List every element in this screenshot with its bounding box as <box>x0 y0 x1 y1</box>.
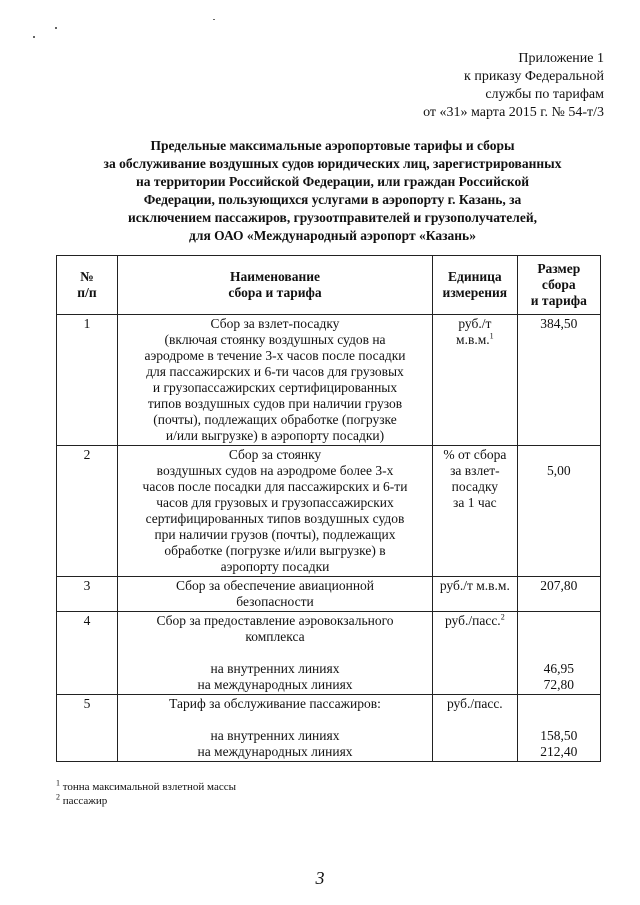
name-line: часов для грузовых и грузопассажирских <box>156 495 394 510</box>
row-unit <box>433 695 517 762</box>
footnote-mark: 2 <box>56 792 60 802</box>
table-row <box>57 695 601 762</box>
name-line: сертифицированных типов воздушных судов <box>145 511 405 526</box>
value-text: 158,50 <box>540 728 578 743</box>
row-value <box>517 612 600 695</box>
spacer <box>521 447 597 463</box>
unit-text: за взлет- <box>450 463 500 478</box>
table-row <box>57 446 601 577</box>
footnote <box>56 780 236 794</box>
row-value <box>517 577 600 612</box>
table-row <box>57 612 601 695</box>
appendix-line: службы по тарифам <box>485 87 604 102</box>
name-line: при наличии грузов (почты), подлежащих <box>154 527 396 542</box>
name-line: воздушных судов на аэродроме более 3-х <box>156 463 394 478</box>
footnote-mark: 2 <box>500 612 505 622</box>
name-line: Сбор за взлет-посадку <box>210 316 340 331</box>
name-line: на международных линиях <box>197 744 353 759</box>
name-line: и/или выгрузке) в аэропорту посадки) <box>165 428 385 443</box>
row-unit <box>433 446 517 577</box>
name-line: Тариф за обслуживание пассажиров: <box>169 696 381 711</box>
header-text: п/п <box>77 285 97 300</box>
header-text: Размер <box>537 261 581 276</box>
footnote-text: тонна максимальной взлетной массы <box>62 781 236 793</box>
header-text: Наименование <box>230 269 320 284</box>
row-number: 5 <box>57 695 118 762</box>
name-line: (почты), подлежащих обработке (погрузке <box>153 412 397 427</box>
unit-text: за 1 час <box>453 495 497 510</box>
row-number: 2 <box>57 446 118 577</box>
header-text: измерения <box>442 285 508 300</box>
name-line: на внутренних линиях <box>210 728 340 743</box>
name-line: часов после посадки для пассажирских и 6-ти <box>142 479 408 494</box>
name-line: обработке (погрузке и/или выгрузке) в <box>164 543 386 558</box>
row-name <box>117 612 432 695</box>
name-line: безопасности <box>236 594 314 609</box>
spacer <box>521 712 597 728</box>
footnote-mark: 1 <box>489 331 494 341</box>
appendix-line: от «31» марта 2015 г. № 54-т/3 <box>423 105 604 120</box>
row-value <box>517 695 600 762</box>
name-line: Сбор за стоянку <box>228 447 322 462</box>
page-number: 3 <box>315 868 325 888</box>
spacer <box>521 613 597 629</box>
name-line: аэродроме в течение 3-х часов после посадки <box>144 348 406 363</box>
name-line: комплекса <box>245 629 305 644</box>
value-text: 207,80 <box>540 578 578 593</box>
spacer <box>521 645 597 661</box>
row-name <box>117 577 432 612</box>
name-line: типов воздушных судов при наличии грузов <box>147 396 403 411</box>
unit-text <box>436 613 513 629</box>
name-line: для пассажирских и 6-ти часов для грузовых <box>146 364 404 379</box>
value-text: 212,40 <box>540 744 578 759</box>
unit-text: посадку <box>451 479 499 494</box>
table-header-row <box>57 256 601 315</box>
footnote-mark: 1 <box>56 778 60 788</box>
row-number: 1 <box>57 315 118 446</box>
spacer <box>121 645 429 661</box>
scan-speck <box>33 36 35 38</box>
spacer <box>521 629 597 645</box>
unit-text: руб./т <box>458 316 492 331</box>
appendix-line: к приказу Федеральной <box>464 69 604 84</box>
row-unit <box>433 577 517 612</box>
header-size <box>517 256 600 315</box>
scan-speck <box>213 19 215 20</box>
header-num <box>57 256 118 315</box>
header-text: и тарифа <box>530 293 587 308</box>
row-number: 4 <box>57 612 118 695</box>
appendix-line: Приложение 1 <box>518 51 604 66</box>
row-name <box>117 315 432 446</box>
row-name <box>117 695 432 762</box>
row-unit <box>433 315 517 446</box>
name-line: и грузопассажирских сертифицированных <box>152 380 398 395</box>
header-text: сбора <box>541 277 576 292</box>
value-text: 46,95 <box>543 661 574 676</box>
name-line: (включая стоянку воздушных судов на <box>164 332 386 347</box>
unit-text: руб./пасс. <box>446 696 503 711</box>
row-value <box>517 315 600 446</box>
value-text: 384,50 <box>540 316 578 331</box>
row-name <box>117 446 432 577</box>
title-line: на территории Российской Федерации, или граждан Российской <box>136 174 529 189</box>
title-line: за обслуживание воздушных судов юридических лиц, зарегистрированных <box>103 156 562 171</box>
scan-speck <box>55 27 57 29</box>
value-text: 5,00 <box>546 463 571 478</box>
unit-text: руб./т м.в.м. <box>439 578 510 593</box>
row-number: 3 <box>57 577 118 612</box>
header-text: сбора и тарифа <box>228 285 322 300</box>
row-value <box>517 446 600 577</box>
tariffs-table <box>56 255 601 762</box>
name-line: на международных линиях <box>197 677 353 692</box>
footnotes <box>56 780 236 808</box>
header-name <box>117 256 432 315</box>
document-title <box>60 137 605 245</box>
table-row <box>57 315 601 446</box>
name-line: Сбор за предоставление аэровокзального <box>156 613 394 628</box>
header-text: Единица <box>447 269 502 284</box>
header-unit <box>433 256 517 315</box>
footnote <box>56 794 236 808</box>
header-text: № <box>80 269 94 284</box>
name-line: на внутренних линиях <box>210 661 340 676</box>
spacer <box>521 696 597 712</box>
name-line: аэропорту посадки <box>220 559 330 574</box>
spacer <box>121 712 429 728</box>
title-line: для ОАО «Международный аэропорт «Казань» <box>189 228 476 243</box>
unit-line: руб./пасс. <box>444 613 501 628</box>
title-line: Предельные максимальные аэропортовые тарифы и сборы <box>150 138 515 153</box>
unit-text: % от сбора <box>443 447 507 462</box>
unit-text <box>436 332 513 348</box>
footnote-text: пассажир <box>62 795 108 807</box>
appendix-note <box>423 50 604 122</box>
row-unit <box>433 612 517 695</box>
table-row <box>57 577 601 612</box>
title-line: Федерации, пользующихся услугами в аэропорту г. Казань, за <box>143 192 522 207</box>
unit-line: м.в.м. <box>456 332 490 347</box>
title-line: исключением пассажиров, грузоотправителей и грузополучателей, <box>127 210 538 225</box>
value-text: 72,80 <box>543 677 574 692</box>
name-line: Сбор за обеспечение авиационной <box>175 578 375 593</box>
